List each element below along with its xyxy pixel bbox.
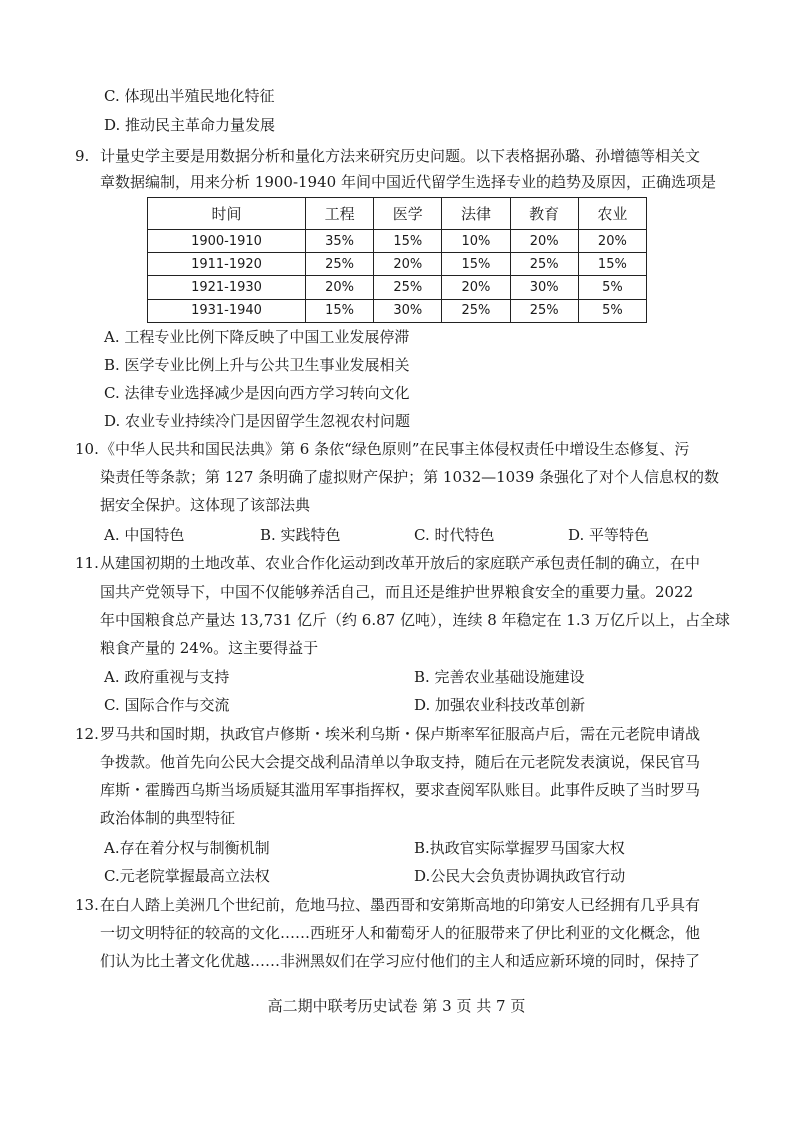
table-cell: 25% — [510, 253, 578, 276]
q13-number: 13. — [75, 896, 99, 914]
q10-option-b: B. 实践特色 — [260, 526, 341, 544]
q11-stem-line2: 国共产党领导下，中国不仅能够养活自己，而且还是维护世界粮食安全的重要力量。2022 — [100, 583, 694, 601]
q12-stem-line2: 争拨款。他首先向公民大会提交战利品清单以争取支持，随后在元老院发表演说，保民官马 — [100, 753, 701, 771]
q9-data-table — [147, 197, 647, 323]
q10-stem-line2: 染责任等条款；第 127 条明确了虚拟财产保护；第 1032—1039 条强化了对个人信息权的数 — [100, 468, 720, 486]
table-header-row — [148, 198, 647, 230]
table-cell: 30% — [510, 276, 578, 299]
q9-option-a: A. 工程专业比例下降反映了中国工业发展停滞 — [104, 328, 410, 346]
q10-option-d: D. 平等特色 — [568, 526, 650, 544]
table-cell: 15% — [374, 229, 442, 252]
table-header-cell: 农业 — [578, 198, 646, 230]
q12-stem-line4: 政治体制的典型特征 — [100, 809, 236, 827]
q8-option-c: C. 体现出半殖民地化特征 — [104, 87, 275, 105]
q12-option-b: B.执政官实际掌握罗马国家大权 — [414, 839, 625, 857]
table-header-cell: 法律 — [442, 198, 510, 230]
q9-option-c: C. 法律专业选择减少是因向西方学习转向文化 — [104, 384, 410, 402]
table-cell: 20% — [374, 253, 442, 276]
table-row — [148, 253, 647, 276]
q11-option-d: D. 加强农业科技改革创新 — [414, 696, 586, 714]
q13-stem-line2: 一切文明特征的较高的文化……西班牙人和葡萄牙人的征服带来了伊比利亚的文化概念，他 — [100, 924, 701, 942]
table-cell: 1921-1930 — [148, 276, 306, 299]
q11-number: 11. — [75, 554, 99, 572]
table-cell: 1931-1940 — [148, 299, 306, 322]
table-cell: 5% — [578, 276, 646, 299]
table-cell: 25% — [374, 276, 442, 299]
table-cell: 25% — [306, 253, 374, 276]
table-cell: 25% — [510, 299, 578, 322]
q11-stem-line3: 年中国粮食总产量达 13,731 亿斤（约 6.87 亿吨），连续 8 年稳定在 1.3 万亿斤以上，占全球 — [100, 611, 730, 629]
table-cell: 20% — [442, 276, 510, 299]
page-footer: 高二期中联考历史试卷 第 3 页 共 7 页 — [267, 997, 526, 1015]
table-cell: 1911-1920 — [148, 253, 306, 276]
q12-number: 12. — [75, 725, 99, 743]
table-header-cell: 工程 — [306, 198, 374, 230]
table-header-cell: 教育 — [510, 198, 578, 230]
q10-option-c: C. 时代特色 — [414, 526, 495, 544]
q10-number: 10. — [75, 440, 99, 458]
q10-stem-line3: 据安全保护。这体现了该部法典 — [100, 496, 311, 514]
q12-stem-line1: 罗马共和国时期，执政官卢修斯・埃米利乌斯・保卢斯率军征服高卢后，需在元老院申请战 — [100, 725, 701, 743]
q11-option-b: B. 完善农业基础设施建设 — [414, 668, 585, 686]
table-cell: 25% — [442, 299, 510, 322]
table-row — [148, 229, 647, 252]
q9-option-b: B. 医学专业比例上升与公共卫生事业发展相关 — [104, 356, 410, 374]
q11-stem-line4: 粮食产量的 24%。这主要得益于 — [100, 639, 319, 657]
table-cell: 15% — [306, 299, 374, 322]
q9-stem-line2: 章数据编制，用来分析 1900-1940 年间中国近代留学生选择专业的趋势及原因，正确选项是 — [100, 173, 716, 191]
table-cell: 15% — [578, 253, 646, 276]
q12-option-c: C.元老院掌握最高立法权 — [104, 867, 270, 885]
q9-number: 9. — [75, 147, 90, 165]
table-cell: 20% — [306, 276, 374, 299]
q9-option-d: D. 农业专业持续冷门是因留学生忽视农村问题 — [104, 412, 411, 430]
table-cell: 20% — [578, 229, 646, 252]
table-header-cell: 时间 — [148, 198, 306, 230]
q10-stem-line1: 《中华人民共和国民法典》第 6 条依“绿色原则”在民事主体侵权责任中增设生态修复、污 — [100, 440, 690, 458]
table-cell: 15% — [442, 253, 510, 276]
q11-stem-line1: 从建国初期的土地改革、农业合作化运动到改革开放后的家庭联产承包责任制的确立，在中 — [100, 554, 701, 572]
q12-option-d: D.公民大会负责协调执政官行动 — [414, 867, 626, 885]
table-cell: 10% — [442, 229, 510, 252]
q8-option-d: D. 推动民主革命力量发展 — [104, 116, 276, 134]
q13-stem-line3: 们认为比土著文化优越……非洲黑奴们在学习应付他们的主人和适应新环境的同时，保持了 — [100, 952, 701, 970]
q12-option-a: A.存在着分权与制衡机制 — [104, 839, 270, 857]
q9-stem-line1: 计量史学主要是用数据分析和量化方法来研究历史问题。以下表格据孙璐、孙增德等相关文 — [100, 147, 701, 165]
q11-option-a: A. 政府重视与支持 — [104, 668, 230, 686]
table-cell: 1900-1910 — [148, 229, 306, 252]
table-cell: 5% — [578, 299, 646, 322]
table-cell: 35% — [306, 229, 374, 252]
q12-stem-line3: 库斯・霍腾西乌斯当场质疑其滥用军事指挥权，要求查阅军队账目。此事件反映了当时罗马 — [100, 781, 701, 799]
table-cell: 30% — [374, 299, 442, 322]
q11-option-c: C. 国际合作与交流 — [104, 696, 230, 714]
table-row — [148, 299, 647, 322]
table-header-cell: 医学 — [374, 198, 442, 230]
table-cell: 20% — [510, 229, 578, 252]
q10-option-a: A. 中国特色 — [104, 526, 185, 544]
table-row — [148, 276, 647, 299]
q13-stem-line1: 在白人踏上美洲几个世纪前，危地马拉、墨西哥和安第斯高地的印第安人已经拥有几乎具有 — [100, 896, 701, 914]
